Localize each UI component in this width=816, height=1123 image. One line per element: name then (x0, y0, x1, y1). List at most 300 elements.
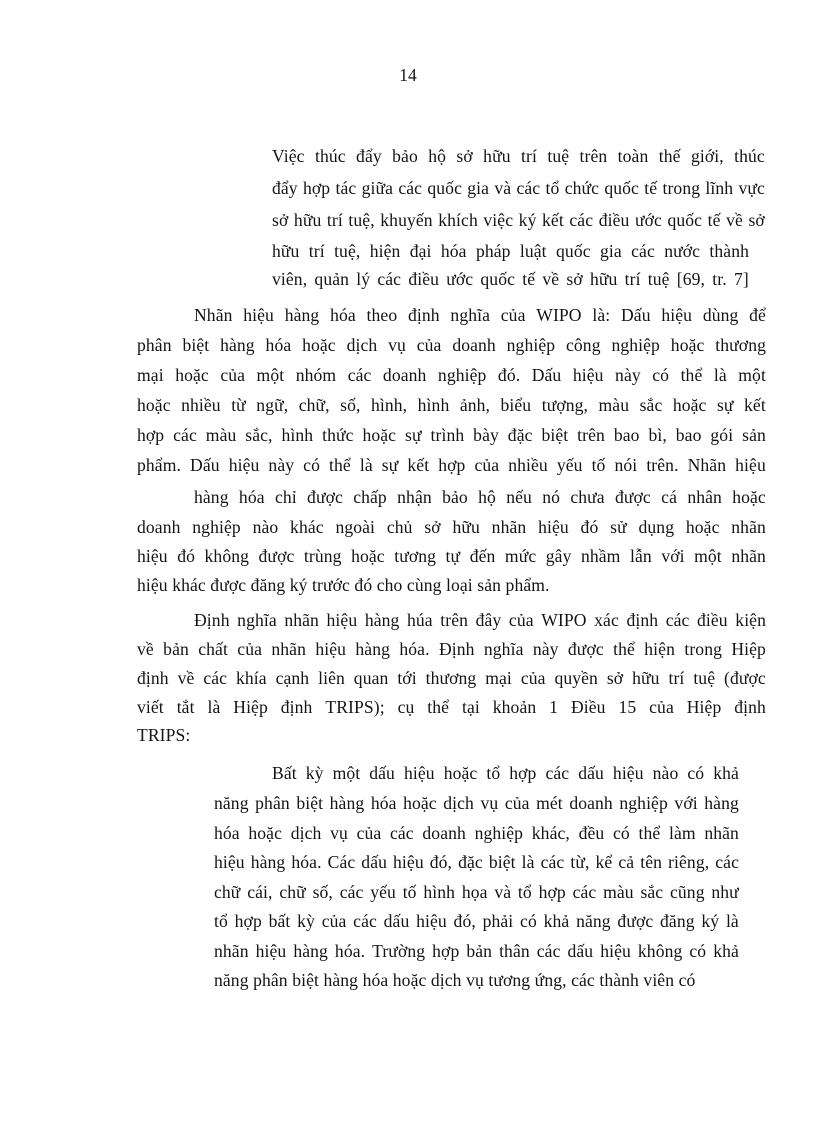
word: hộ (478, 487, 496, 507)
word: tế (707, 210, 721, 230)
word: nhóm (295, 365, 337, 385)
word: khoản (492, 697, 537, 717)
word: sở (424, 517, 441, 537)
word: hiệu (243, 305, 274, 325)
word: của (520, 668, 546, 688)
word: sắc (640, 882, 664, 902)
word: hàng (250, 852, 286, 872)
word: khuyến (380, 210, 433, 230)
paragraph2-line (137, 638, 766, 660)
word: phải (482, 911, 514, 931)
word: pháp (475, 241, 511, 261)
word: tế (522, 269, 536, 289)
word: lẫn (630, 546, 652, 566)
word: ước (634, 210, 662, 230)
word: các (389, 823, 414, 843)
word: nhãn (704, 823, 739, 843)
word: các (173, 425, 197, 445)
word: đẩy (272, 178, 298, 198)
word: này (268, 455, 295, 475)
word: nghiệp (474, 823, 524, 843)
word: việc (483, 210, 514, 230)
word: tại (461, 697, 480, 717)
word: hoặc (732, 487, 766, 507)
word: nghiệp (619, 793, 668, 813)
word: bản (466, 941, 493, 961)
word: hợp (234, 911, 262, 931)
word: dấu (369, 763, 395, 783)
word: là (359, 455, 373, 475)
word: định (626, 610, 659, 630)
word: đó (177, 546, 196, 566)
word: sở (456, 146, 473, 166)
word: nhiều (508, 455, 548, 475)
paragraph1-line (137, 516, 766, 538)
word: hoặc (351, 546, 385, 566)
word: hiệu (416, 911, 447, 931)
word: tuệ (647, 269, 670, 289)
word: tuệ (547, 146, 570, 166)
word: công (566, 335, 601, 355)
word: đây (475, 610, 502, 630)
word: bao (675, 425, 702, 445)
word: Nhãn (194, 305, 233, 325)
word: kỳ (297, 911, 315, 931)
word: hiệu (735, 455, 766, 475)
word: hoặc (248, 823, 283, 843)
word: các (715, 852, 739, 872)
word: hóa (214, 823, 240, 843)
word: này (615, 365, 641, 385)
word: Dấu (190, 455, 220, 475)
paragraph2-line (137, 696, 766, 718)
word: hình (281, 425, 314, 445)
word: hoặc (403, 793, 437, 813)
word: khả (543, 911, 570, 931)
word: hoặc (302, 335, 336, 355)
word: doanh (452, 335, 496, 355)
word: màu (603, 882, 634, 902)
word: của (504, 793, 530, 813)
word: hóa. (399, 639, 430, 659)
word: Hiệp (731, 639, 766, 659)
word: thúc (734, 146, 765, 166)
quote1-line (272, 268, 749, 290)
word: hiệu (661, 305, 693, 325)
word: hiệu (612, 763, 644, 783)
word: tổ (517, 882, 532, 902)
quote2-line (214, 940, 739, 962)
word: dấu (567, 941, 594, 961)
word: các (377, 269, 402, 289)
word: các (353, 911, 377, 931)
word: dịch (443, 793, 474, 813)
word: tố (591, 455, 606, 475)
word: hàng (284, 305, 320, 325)
word: hữu (589, 269, 618, 289)
word: hiệu (403, 763, 435, 783)
quote2-line (214, 881, 739, 903)
word: với (661, 546, 685, 566)
word: hợp (137, 425, 165, 445)
word: kết (542, 210, 564, 230)
word: chủ (386, 517, 413, 537)
word: chấp (353, 487, 387, 507)
word: cạnh (275, 668, 310, 688)
word: là (521, 852, 535, 872)
word: hóa. (291, 852, 322, 872)
word: thể (680, 365, 703, 385)
word: trong (662, 178, 701, 198)
word: Dấu (531, 365, 562, 385)
word: hình (417, 395, 450, 415)
word: hóa (265, 335, 292, 355)
word: của (474, 455, 500, 475)
word: biệt (488, 852, 516, 872)
word: là (207, 697, 221, 717)
word: nhãn (284, 610, 319, 630)
quote2-line (272, 762, 739, 784)
word: nhãn (214, 941, 249, 961)
word: đều (578, 823, 605, 843)
word: nghĩa (237, 610, 277, 630)
word: dấu (361, 852, 387, 872)
word: các (572, 882, 597, 902)
word: của (508, 610, 534, 630)
word: WIPO (536, 305, 582, 325)
word: cả (618, 852, 635, 872)
quote2-line (214, 910, 739, 932)
word: Dấu (620, 305, 651, 325)
word: thức (322, 425, 354, 445)
word: chất (198, 639, 228, 659)
word: mại (485, 668, 512, 688)
word: thành (709, 241, 749, 261)
word: quốc (604, 178, 639, 198)
word: nhận (397, 487, 432, 507)
word: cái, (247, 882, 273, 902)
word: nói (614, 455, 638, 475)
paragraph2-line (194, 609, 766, 631)
word: định (407, 305, 440, 325)
word: định (280, 697, 313, 717)
word: doanh (137, 517, 181, 537)
word: khả (713, 763, 739, 783)
word: hiệu (315, 639, 347, 659)
word: về (726, 210, 743, 230)
word: hàng (329, 793, 365, 813)
word: số, (340, 395, 361, 415)
word: kết (407, 455, 430, 475)
word: hiệu (228, 455, 260, 475)
word: thương (425, 668, 477, 688)
word: nó (542, 487, 561, 507)
word: hoặc (672, 395, 707, 415)
word: tuệ, (348, 210, 375, 230)
word: có (612, 823, 630, 843)
paragraph1-line (137, 545, 766, 567)
word: liên (318, 668, 345, 688)
word: điều (598, 210, 630, 230)
word: làm (668, 823, 696, 843)
word: sắc, (245, 425, 273, 445)
word: gói (710, 425, 734, 445)
word: gây (545, 546, 572, 566)
word: hiện (369, 241, 401, 261)
word: hiện (644, 639, 675, 659)
word: tắt (176, 697, 195, 717)
word: hữu (272, 241, 300, 261)
word: điều (697, 610, 728, 630)
word: thể (613, 639, 635, 659)
word: đăng (660, 911, 695, 931)
paragraph1-line (137, 334, 766, 356)
word: màu (598, 395, 630, 415)
word: các (516, 178, 541, 198)
word: ký (518, 210, 537, 230)
word: kể (595, 852, 613, 872)
word: các (339, 882, 364, 902)
word: nhầm (580, 546, 621, 566)
word: toàn (617, 146, 649, 166)
word: của (321, 911, 347, 931)
word: các (540, 852, 565, 872)
word: sở (272, 210, 289, 230)
word: một (332, 763, 361, 783)
word: quốc (427, 178, 462, 198)
word: hoặc (175, 365, 209, 385)
word: thể (427, 697, 450, 717)
word: và (494, 882, 512, 902)
word: sản (742, 425, 766, 445)
page-number: 14 (399, 65, 417, 85)
word: yếu (556, 455, 583, 475)
word: sự (405, 425, 422, 445)
paragraph1-line (137, 394, 766, 416)
word: mét (536, 793, 563, 813)
word: một (256, 365, 285, 385)
word: biệt (182, 335, 210, 355)
word: về (177, 668, 195, 688)
word: trên (440, 610, 469, 630)
word: của (237, 639, 263, 659)
word: đặc (458, 852, 483, 872)
word: họa (461, 882, 488, 902)
word: bao (613, 425, 640, 445)
word: hiệu (393, 852, 424, 872)
word: hàng (364, 610, 400, 630)
word: chữ, (298, 395, 330, 415)
word: Bất (272, 763, 297, 783)
word: bì, (648, 425, 667, 445)
word: trí (326, 210, 343, 230)
word: nghiệp (437, 365, 487, 385)
word: hóa (440, 241, 467, 261)
word: nghiệp (192, 517, 241, 537)
word: sở (606, 668, 624, 688)
word: biểu (500, 395, 532, 415)
word: yếu (370, 882, 396, 902)
word: trí (308, 241, 325, 261)
word: hợp (509, 763, 537, 783)
word: phẩm. (137, 455, 181, 475)
word: (được (724, 668, 766, 688)
word: ngữ, (256, 395, 289, 415)
word: hóa (370, 793, 397, 813)
word: hình (423, 882, 456, 902)
word: nghĩa (483, 639, 524, 659)
word: là (725, 911, 739, 931)
word: tr. (712, 269, 727, 289)
word: hàng (355, 639, 391, 659)
word: trên. (646, 455, 679, 475)
word: nhãn (731, 546, 766, 566)
word: giới, (690, 146, 724, 166)
word: hoặc (137, 395, 171, 415)
word: hoặc (685, 517, 720, 537)
word: lĩnh (705, 178, 734, 198)
word: theo (366, 305, 398, 325)
word: để (749, 305, 766, 325)
word: không (637, 941, 683, 961)
word: thế (658, 146, 681, 166)
word: Các (327, 852, 356, 872)
word: về (137, 639, 154, 659)
word: hữu (452, 517, 480, 537)
word: có (520, 911, 537, 931)
word: tổ (545, 178, 560, 198)
word: sắc (639, 395, 663, 415)
word: bản (163, 639, 189, 659)
quote1-line (272, 145, 765, 167)
word: không (204, 546, 250, 566)
word: của (356, 823, 382, 843)
word: các (545, 763, 570, 783)
paragraph2-line (137, 667, 766, 689)
word: sự (381, 455, 399, 475)
word: quản (314, 269, 350, 289)
word: Hiệp (686, 697, 722, 717)
word: của (500, 305, 526, 325)
word: về (542, 269, 560, 289)
quote1-line (272, 177, 765, 199)
word: nghiệp (611, 335, 660, 355)
word: chỉ (274, 487, 297, 507)
word: tổ (214, 911, 228, 931)
word: nhân (687, 487, 722, 507)
word: số, (312, 882, 333, 902)
paragraph1-line: hiệu khác được đăng ký trước đó cho cùng loại sản phẩm. (137, 575, 550, 595)
word: thân (499, 941, 530, 961)
word: đó. (497, 365, 521, 385)
word: hoặc (443, 763, 478, 783)
word: bày (473, 425, 499, 445)
word: cụ (397, 697, 415, 717)
paragraph1-line (194, 486, 766, 508)
quote2-line (214, 851, 739, 873)
word: viết (137, 697, 164, 717)
word: nếu (506, 487, 532, 507)
word: 1 (549, 697, 559, 717)
word: tuệ, (334, 241, 361, 261)
quote1-line (272, 240, 749, 262)
word: trí (668, 668, 685, 688)
word: quốc (480, 269, 516, 289)
word: doanh (569, 793, 613, 813)
word: 7] (733, 269, 749, 289)
word: quốc (556, 241, 591, 261)
word: ngoài (335, 517, 376, 537)
word: doanh (382, 365, 427, 385)
word: tổ (486, 763, 501, 783)
word: hữu (632, 668, 660, 688)
word: được (307, 487, 343, 507)
word: hoặc (670, 335, 705, 355)
paragraph1-line (194, 304, 766, 326)
paragraph1-line (137, 424, 766, 446)
word: nhãn (271, 639, 306, 659)
word: 15 (618, 697, 637, 717)
word: quan (353, 668, 389, 688)
word: màu (205, 425, 237, 445)
word: tên (640, 852, 663, 872)
word: các (665, 610, 690, 630)
word: kết (744, 395, 766, 415)
word: TRIPS); (325, 697, 385, 717)
word: dụng (638, 517, 675, 537)
word: mại (137, 365, 164, 385)
word: có (689, 941, 707, 961)
word: hợp (438, 455, 466, 475)
word: bảo (392, 146, 418, 166)
word: xác (594, 610, 619, 630)
quote2-line (214, 792, 739, 814)
paragraph1-line (137, 454, 766, 476)
word: nhãn (491, 517, 527, 537)
word: hộ (428, 146, 447, 166)
word: thể (329, 455, 351, 475)
word: điều (408, 269, 440, 289)
word: hiệu (326, 610, 358, 630)
word: tương (394, 546, 437, 566)
word: cũng (670, 882, 705, 902)
word: hiệu (572, 365, 604, 385)
word: ký (701, 911, 720, 931)
word: đó (580, 517, 599, 537)
word: đẩy (356, 146, 382, 166)
word: [69, (676, 269, 706, 289)
word: tới (397, 668, 417, 688)
word: của (649, 697, 674, 717)
word: viên, (272, 269, 308, 289)
word: quyền (554, 668, 598, 688)
word: hợp (432, 941, 460, 961)
word: dịch (346, 335, 378, 355)
word: WIPO (541, 610, 587, 630)
word: là (713, 365, 727, 385)
word: chưa (570, 487, 605, 507)
word: nhãn (731, 517, 766, 537)
paragraph2-line: TRIPS: (137, 725, 191, 745)
word: trên (579, 146, 608, 166)
quote2-line: năng phân biệt hàng hóa hoặc dịch vụ tương ứng, các thành viên có (214, 970, 696, 990)
word: chữ (279, 882, 306, 902)
word: đến (469, 546, 496, 566)
word: trên (577, 425, 605, 445)
word: hữu (483, 146, 511, 166)
word: nào (252, 517, 279, 537)
word: trong (684, 639, 722, 659)
